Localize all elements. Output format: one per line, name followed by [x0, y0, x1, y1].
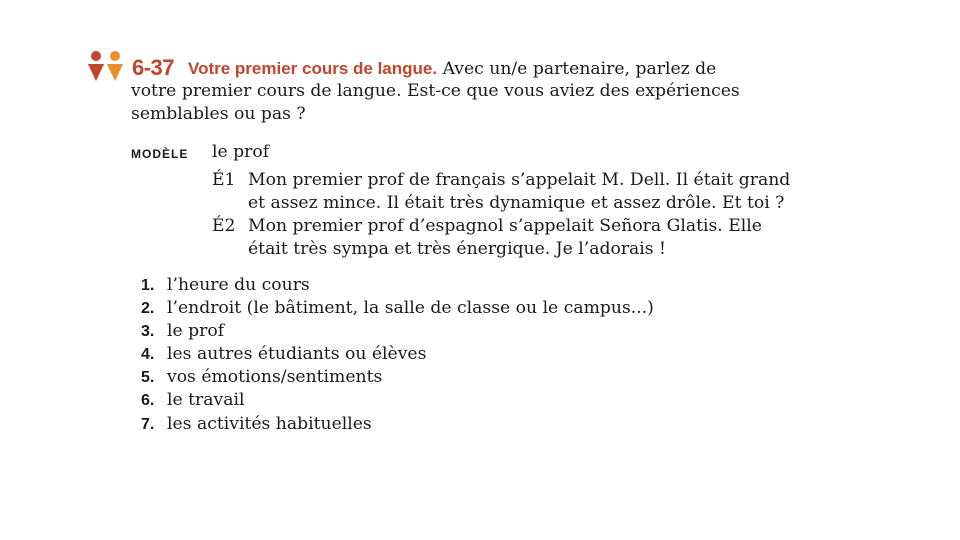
list-item	[141, 274, 310, 297]
list-item	[141, 389, 244, 412]
instruction-line-3: semblables ou pas ?	[131, 104, 306, 124]
exercise-number: 6-37	[132, 55, 175, 80]
item-text: les activités habituelles	[167, 414, 372, 434]
list-item	[141, 343, 426, 366]
item-number: 7.	[141, 416, 155, 433]
instruction-line-2: votre premier cours de langue. Est-ce que vous aviez des expériences	[131, 81, 740, 101]
speaker-e1: É1	[212, 170, 236, 190]
list-item	[141, 366, 382, 389]
dialogue-line: Mon premier prof d’espagnol s’appelait Señora Glatis. Elle	[248, 216, 762, 236]
pair-work-icon	[86, 50, 126, 82]
instruction-line-1: Avec un/e partenaire, parlez de	[442, 59, 717, 79]
item-number: 3.	[141, 323, 155, 340]
exercise-title: Votre premier cours de langue.	[188, 59, 438, 78]
dialogue-line: Mon premier prof de français s’appelait M. Dell. Il était grand	[248, 170, 791, 190]
item-number: 5.	[141, 369, 155, 386]
item-text: l’heure du cours	[167, 275, 310, 295]
item-number: 1.	[141, 277, 155, 294]
item-text: les autres étudiants ou élèves	[167, 344, 427, 364]
list-item	[141, 297, 654, 320]
list-item	[141, 413, 372, 436]
exercise-heading	[188, 58, 716, 80]
list-item	[141, 320, 224, 343]
dialogue-line: était très sympa et très énergique. Je l’adorais !	[248, 239, 666, 259]
speaker-e2: É2	[212, 216, 236, 236]
dialogue-line: et assez mince. Il était très dynamique et assez drôle. Et toi ?	[248, 193, 785, 213]
item-number: 2.	[141, 300, 155, 317]
model-label: MODÈLE	[131, 147, 189, 161]
item-text: l’endroit (le bâtiment, la salle de classe ou le campus...)	[167, 298, 654, 318]
item-number: 4.	[141, 346, 155, 363]
item-text: le prof	[167, 321, 225, 341]
item-number: 6.	[141, 392, 155, 409]
item-text: vos émotions/sentiments	[167, 367, 383, 387]
item-text: le travail	[167, 390, 245, 410]
model-cue: le prof	[212, 142, 270, 162]
